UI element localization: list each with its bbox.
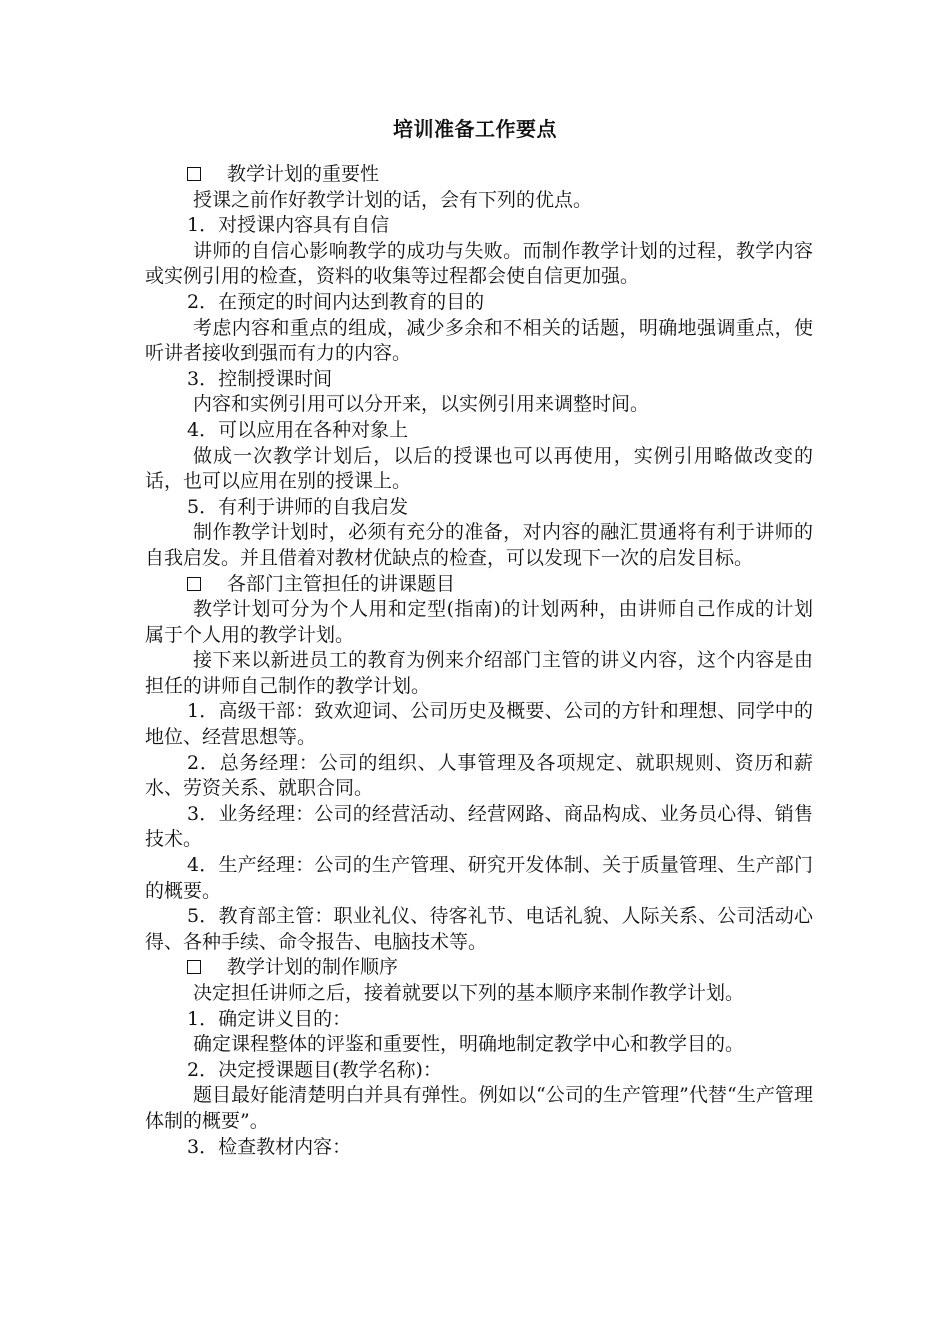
numbered-item: 2．决定授课题目(教学名称)： bbox=[187, 1058, 442, 1081]
paragraph: 考虑内容和重点的组成，减少多余和不相关的话题，明确地强调重点，使听讲者接收到强而有力的内容。 bbox=[145, 316, 813, 365]
document-body bbox=[145, 162, 813, 1160]
numbered-item: 2．在预定的时间内达到教育的目的 bbox=[187, 290, 485, 313]
paragraph: 内容和实例引用可以分开来，以实例引用来调整时间。 bbox=[193, 393, 650, 416]
paragraph: 题目最好能清楚明白并具有弹性。例如以“公司的生产管理”代替“生产管理体制的概要”。 bbox=[145, 1084, 813, 1132]
checkbox-square-icon bbox=[187, 577, 201, 591]
paragraph: 决定担任讲师之后，接着就要以下列的基本顺序来制作教学计划。 bbox=[193, 982, 745, 1004]
numbered-item: 1．确定讲义目的： bbox=[187, 1007, 352, 1030]
numbered-item: 4．生产经理：公司的生产管理、研究开发体制、关于质量管理、生产部门的概要。 bbox=[145, 854, 813, 902]
paragraph: 确定课程整体的评鉴和重要性，明确地制定教学中心和教学目的。 bbox=[193, 1033, 745, 1056]
numbered-item: 1．高级干部：致欢迎词、公司历史及概要、公司的方针和理想、同学中的地位、经营思想等。 bbox=[145, 700, 813, 749]
numbered-item: 5．教育部主管：职业礼仪、待客礼节、电话礼貌、人际关系、公司活动心得、各种手续、命令报告、电脑技术等。 bbox=[145, 905, 813, 953]
numbered-item: 4．可以应用在各种对象上 bbox=[187, 418, 409, 441]
numbered-item: 3．控制授课时间 bbox=[187, 367, 333, 390]
numbered-item: 5．有利于讲师的自我启发 bbox=[187, 495, 409, 518]
section-heading-text: 各部门主管担任的讲课题目 bbox=[227, 572, 456, 595]
numbered-item: 2．总务经理：公司的组织、人事管理及各项规定、就职规则、资历和薪水、劳资关系、就职合同。 bbox=[145, 751, 813, 800]
section-heading-text: 教学计划的制作顺序 bbox=[227, 956, 399, 979]
paragraph: 做成一次教学计划后，以后的授课也可以再使用，实例引用略做改变的话，也可以应用在别的授课上。 bbox=[145, 444, 813, 493]
paragraph: 授课之前作好教学计划的话，会有下列的优点。 bbox=[193, 188, 593, 211]
numbered-item: 3．检查教材内容： bbox=[187, 1135, 352, 1158]
paragraph: 讲师的自信心影响教学的成功与失败。而制作教学计划的过程，教学内容或实例引用的检查，资料的收集等过程都会使自信更加强。 bbox=[145, 239, 813, 288]
numbered-item: 1．对授课内容具有自信 bbox=[187, 214, 390, 237]
section-heading-text: 教学计划的重要性 bbox=[227, 163, 380, 185]
paragraph: 教学计划可分为个人用和定型(指南)的计划两种，由讲师自己作成的计划属于个人用的教学计划。 bbox=[145, 598, 813, 646]
document-title: 培训准备工作要点 bbox=[393, 117, 557, 141]
numbered-item: 3．业务经理：公司的经营活动、经营网路、商品构成、业务员心得、销售技术。 bbox=[145, 802, 813, 851]
paragraph: 接下来以新进员工的教育为例来介绍部门主管的讲义内容，这个内容是由担任的讲师自己制作的教学计划。 bbox=[145, 649, 813, 697]
section-heading bbox=[145, 955, 813, 981]
checkbox-square-icon bbox=[187, 960, 201, 974]
paragraph: 制作教学计划时，必须有充分的准备，对内容的融汇贯通将有利于讲师的自我启发。并且借着对教材优缺点的检查，可以发现下一次的启发目标。 bbox=[145, 521, 813, 569]
section-heading bbox=[145, 572, 813, 598]
section-heading bbox=[145, 162, 813, 188]
checkbox-square-icon bbox=[187, 167, 201, 181]
